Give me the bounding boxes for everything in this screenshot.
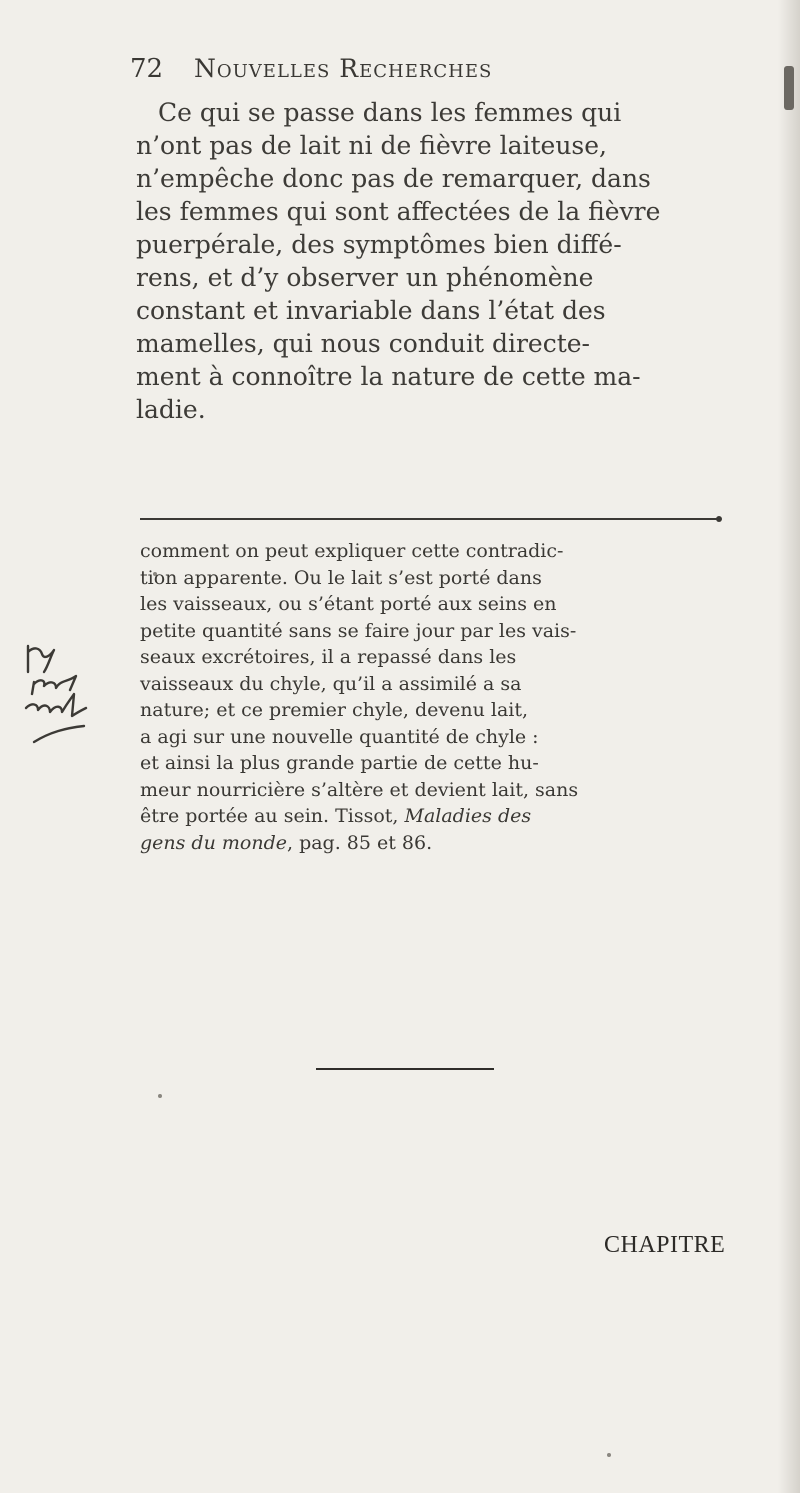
bottom-rule [316,1068,494,1070]
footnote-book-title: Maladies des [404,805,532,827]
text-line: constant et invariable dans l’état des [136,296,606,325]
page-edge-shadow [778,0,800,1493]
footnote-line: vaisseaux du chyle, qu’il a assimilé a sa [140,672,522,695]
footnote [140,538,720,856]
footnote-line: nature; et ce premier chyle, devenu lait, [140,699,529,721]
footnote-line: a agi sur une nouvelle quantité de chyle : [140,725,539,748]
footnote-line: et ainsi la plus grande partie de cette hu- [140,752,539,774]
footnote-separator [140,518,720,520]
text-line: n’empêche donc pas de remarquer, dans [136,164,651,193]
margin-dot [607,1453,611,1457]
footnote-text: être portée au sein. Tissot, [140,805,399,827]
footnote-book-title: gens du monde [140,831,287,854]
text-line: puerpérale, des symptômes bien diffé- [136,230,622,259]
handwritten-marginal-scribble [20,642,100,754]
footnote-line [140,803,720,830]
text-line: n’ont pas de lait ni de fièvre laiteuse, [136,131,607,160]
text-line: rens, et d’y observer un phénomène [136,263,594,292]
text-line: mamelles, qui nous conduit directe- [136,329,590,358]
footnote-line: les vaisseaux, ou s’étant porté aux seins en [140,593,557,615]
footnote-line: petite quantité sans se faire jour par les vais- [140,619,577,642]
text-line: les femmes qui sont affectées de la fièvre [136,197,661,226]
footnote-line: seaux excrétoires, il a repassé dans les [140,646,517,668]
page-number: 72 [130,54,164,84]
text-line: ment à connoître la nature de cette ma- [136,362,641,391]
running-title: Nouvelles Recherches [194,54,493,83]
footnote-line: meur nourricière s’altère et devient lait, sans [140,778,579,801]
catchword: CHAPITRE [604,1232,726,1258]
text-line: ladie. [136,395,206,424]
main-paragraph [136,96,716,426]
footnote-line: comment on peut expliquer cette contradic- [140,540,564,562]
footnote-citation: , pag. 85 et 86. [286,831,433,854]
page-header [130,52,730,92]
margin-dot [158,1094,162,1098]
edge-ink-mark [784,66,794,110]
footnote-line: tion apparente. Ou le lait s’est porté dans [140,566,542,589]
text-line: Ce qui se passe dans les femmes qui [158,98,622,127]
footnote-line [140,830,720,857]
